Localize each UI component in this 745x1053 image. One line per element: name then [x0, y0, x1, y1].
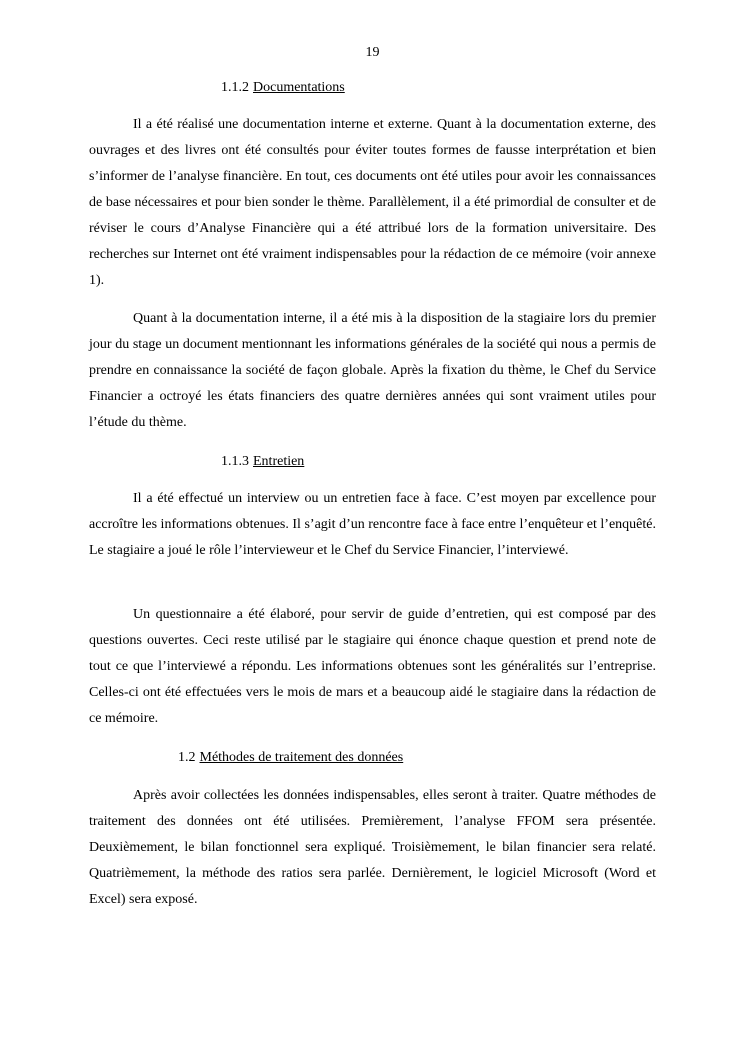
- section-heading-methodes: [178, 749, 403, 767]
- paragraph-external-documentation: Il a été réalisé une documentation interne et externe. Quant à la documentation externe, des ouvrages et des livres ont été consultés pour éviter toutes formes de fausse interprétation et bien s’informer de l’analyse financière. En tout, ces documents ont été utiles pour avoir les connaissances de base nécessaires et pour bien sonder le thème. Parallèlement, il a été primordial de consulter et de réviser le cours d’Analyse Financière qui a été attribué lors de la formation universitaire. Des recherches sur Internet ont été vraiment indispensables pour la rédaction de ce mémoire (voir annexe 1).: [89, 117, 656, 288]
- paragraph-questionnaire: Un questionnaire a été élaboré, pour servir de guide d’entretien, qui est composé par des questions ouvertes. Ceci reste utilisé par le stagiaire qui énonce chaque question et prend note de tout ce que l’interviewé a répondu. Les informations obtenues sont les généralités sur l’entreprise. Celles-ci ont été effectuées vers le mois de mars et a beaucoup aidé le stagiaire dans la rédaction de ce mémoire.: [89, 607, 656, 726]
- page-number: 19: [365, 45, 380, 60]
- section-heading-documentations: [221, 79, 345, 97]
- section-title: Méthodes de traitement des données: [199, 750, 404, 765]
- section-title: Documentations: [253, 80, 345, 95]
- paragraph-data-processing-methods: Après avoir collectées les données indispensables, elles seront à traiter. Quatre méthodes de traitement des données ont été utilisées. Premièrement, l’analyse FFOM sera présentée. Deuxièmement, le bilan fonctionnel sera expliqué. Troisièmement, le bilan financier sera relaté. Quatrièmement, la méthode des ratios sera parlée. Dernièrement, le logiciel Microsoft (Word et Excel) sera exposé.: [89, 788, 656, 907]
- section-number: 1.1.3: [221, 454, 249, 469]
- paragraph-internal-documentation: Quant à la documentation interne, il a été mis à la disposition de la stagiaire lors du premier jour du stage un document mentionnant les informations générales de la société qui nous a permis de prendre en connaissance la société de façon globale. Après la fixation du thème, le Chef du Service Financier a octroyé les états financiers des quatre dernières années qui sont vraiment utiles pour l’étude du thème.: [89, 311, 656, 430]
- section-number: 1.1.2: [221, 80, 249, 95]
- paragraph-interview: Il a été effectué un interview ou un entretien face à face. C’est moyen par excellence pour accroître les informations obtenues. Il s’agit d’un rencontre face à face entre l’enquêteur et l’enquêté. Le stagiaire a joué le rôle l’intervieweur et le Chef du Service Financier, l’interviewé.: [89, 491, 656, 558]
- section-number: 1.2: [178, 750, 196, 765]
- section-title: Entretien: [253, 454, 305, 469]
- section-heading-entretien: [221, 453, 304, 471]
